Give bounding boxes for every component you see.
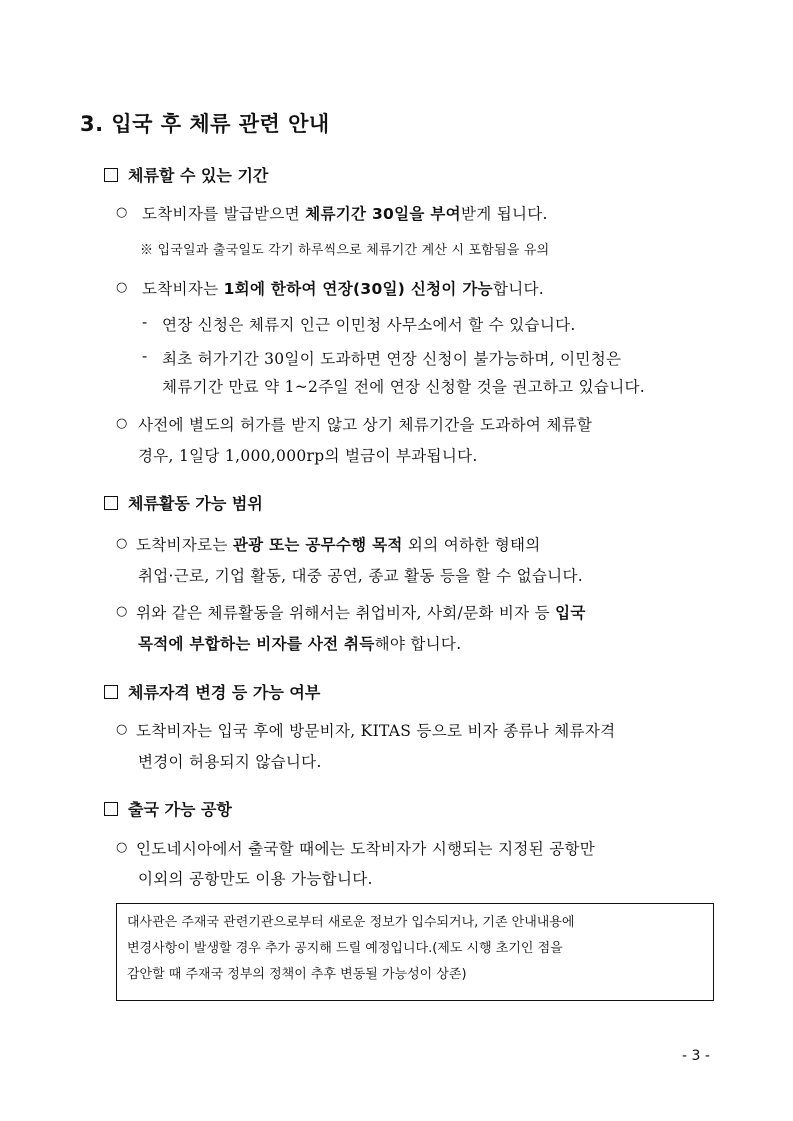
bullet-icon: ○ bbox=[116, 536, 128, 551]
emphasis-text: 체류기간 30일을 부여 bbox=[305, 205, 461, 223]
notice-line-3: 감안할 때 주재국 정부의 정책이 추후 변동될 가능성이 상존) bbox=[127, 967, 467, 982]
text: 위와 같은 체류활동을 위해서는 취업비자, 사회/문화 비자 등 bbox=[136, 604, 556, 622]
overstay-line-1: 사전에 별도의 허가를 받지 않고 상기 체류기간을 도과하여 체류할 bbox=[138, 416, 593, 434]
notice-line-2: 변경사항이 발생할 경우 추가 공지해 드릴 예정입니다.(제도 시행 초기인 점을 bbox=[127, 941, 563, 956]
emphasis-text: 관광 또는 공무수행 목적 bbox=[232, 536, 403, 554]
checkbox-square-icon bbox=[104, 685, 118, 699]
departure-line-2: 이외의 공항만도 이용 가능합니다. bbox=[138, 870, 373, 888]
stay-period-note: ※ 입국일과 출국일도 각기 하루씩으로 체류기간 계산 시 포함됨을 유의 bbox=[140, 243, 550, 258]
heading-departure-airports bbox=[104, 797, 232, 820]
text: 받게 됩니다. bbox=[460, 205, 548, 223]
heading-status-change bbox=[104, 680, 320, 703]
bullet-icon: ○ bbox=[116, 416, 128, 431]
checkbox-square-icon bbox=[104, 802, 118, 816]
status-change-line-2: 변경이 허용되지 않습니다. bbox=[138, 753, 322, 771]
heading-label: 체류자격 변경 등 가능 여부 bbox=[128, 683, 321, 702]
activity-item-1-line-1 bbox=[136, 533, 541, 555]
heading-label: 체류활동 가능 범위 bbox=[128, 494, 263, 513]
extension-dash-1: 연장 신청은 체류지 인근 이민청 사무소에서 할 수 있습니다. bbox=[162, 316, 576, 334]
text: 합니다. bbox=[492, 280, 544, 298]
heading-label: 출국 가능 공항 bbox=[128, 800, 232, 819]
text: 해야 합니다. bbox=[374, 635, 462, 653]
heading-label: 체류할 수 있는 기간 bbox=[128, 166, 269, 185]
heading-activity-scope bbox=[104, 491, 263, 514]
bullet-icon: ○ bbox=[116, 722, 128, 737]
bullet-icon: ○ bbox=[116, 840, 128, 855]
text: 도착비자는 bbox=[142, 280, 224, 298]
bullet-icon: ○ bbox=[116, 280, 128, 295]
page-number: - 3 - bbox=[682, 1048, 710, 1064]
text: 도착비자로는 bbox=[136, 536, 233, 554]
notice-box bbox=[116, 903, 714, 1001]
emphasis-text: 입국 bbox=[555, 604, 586, 622]
checkbox-square-icon bbox=[104, 496, 118, 510]
heading-stay-period bbox=[104, 163, 268, 186]
extension-dash-2-line-1: 최초 허가기간 30일이 도과하면 연장 신청이 불가능하며, 이민청은 bbox=[162, 350, 622, 368]
dash-icon: - bbox=[142, 347, 148, 365]
departure-line-1: 인도네시아에서 출국할 때에는 도착비자가 시행되는 지정된 공항만 bbox=[136, 840, 596, 858]
status-change-line-1: 도착비자는 입국 후에 방문비자, KITAS 등으로 비자 종류나 체류자격 bbox=[136, 722, 616, 740]
bullet-icon: ○ bbox=[116, 205, 128, 220]
activity-item-1-line-2: 취업·근로, 기업 활동, 대중 공연, 종교 활동 등을 할 수 없습니다. bbox=[138, 567, 583, 585]
section-title: 3. 입국 후 체류 관련 안내 bbox=[80, 112, 330, 136]
extension-dash-2-line-2: 체류기간 만료 약 1~2주일 전에 연장 신청할 것을 권고하고 있습니다. bbox=[162, 378, 645, 396]
activity-item-2-line-2 bbox=[138, 632, 461, 654]
text: 도착비자를 발급받으면 bbox=[142, 205, 306, 223]
notice-line-1: 대사관은 주재국 관련기관으로부터 새로운 정보가 입수되거나, 기존 안내내용에 bbox=[127, 915, 575, 930]
emphasis-text: 1회에 한하여 연장(30일) 신청이 가능 bbox=[223, 280, 493, 298]
activity-item-2-line-1 bbox=[136, 601, 586, 623]
overstay-line-2: 경우, 1일당 1,000,000rp의 벌금이 부과됩니다. bbox=[138, 447, 478, 465]
checkbox-square-icon bbox=[104, 168, 118, 182]
stay-period-item-1 bbox=[142, 202, 548, 224]
bullet-icon: ○ bbox=[116, 604, 128, 619]
stay-period-item-2 bbox=[142, 277, 544, 299]
dash-icon: - bbox=[142, 313, 148, 331]
text: 외의 여하한 형태의 bbox=[402, 536, 541, 554]
emphasis-text: 목적에 부합하는 비자를 사전 취득 bbox=[138, 635, 375, 653]
